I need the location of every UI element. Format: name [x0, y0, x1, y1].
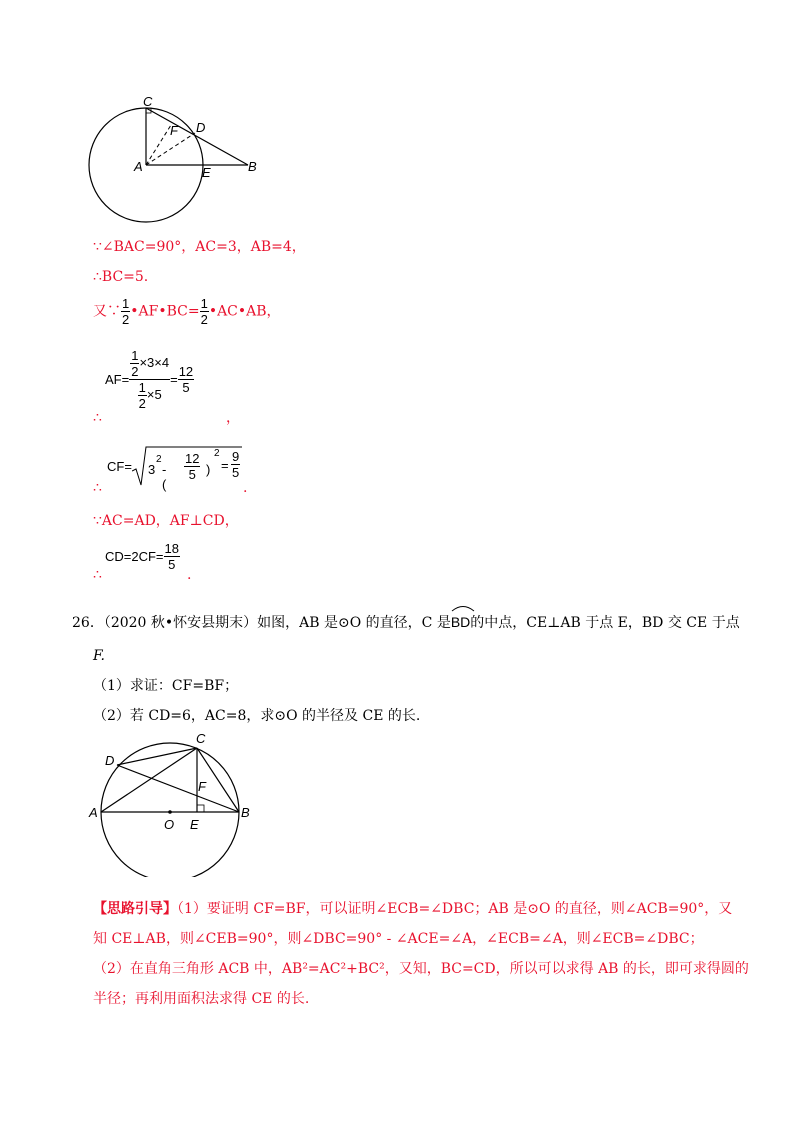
therefore-1: ∴ [93, 410, 102, 426]
fig2-label-o: O [164, 817, 175, 832]
fig2-label-b: B [241, 805, 250, 820]
fig1-label-f: F [170, 123, 178, 138]
therefore-3: ∴ [93, 567, 102, 583]
hint-tag: 【思路引导】 [93, 901, 177, 917]
fig2-label-c: C [196, 731, 206, 746]
fig2-label-e: E [190, 817, 199, 832]
half-frac-2: $\frac{1}{2}$ [200, 296, 208, 327]
cf-dot: . [243, 480, 248, 496]
fig1-label-c: C [143, 95, 153, 109]
sol-line-1: ∵∠BAC=90°，AC=3，AB=4， [93, 239, 306, 255]
hint-line-3: （2）在直角三角形 ACB 中，AB²=AC²+BC²，又知，BC=CD，所以可以求得 AB 的长，即可求得圆的 [93, 961, 749, 977]
figure-1 [88, 95, 268, 225]
sol-line-6: ∵AC=AD，AF⊥CD， [93, 513, 239, 529]
sol-l3-prefix: 又∵ [93, 303, 121, 320]
cd-formula: CD=2CF= $\frac{18}{5}$ [105, 541, 179, 572]
hint-line-2: 知 CE⊥AB，则∠CEB=90°，则∠DBC=90° - ∠ACE=∠A，∠ECB=∠A，则∠ECB=∠DBC； [93, 931, 704, 947]
therefore-2: ∴ [93, 480, 102, 496]
half-frac-1: $\frac{1}{2}$ [122, 296, 130, 327]
fig1-label-a: A [134, 159, 143, 174]
q26-line-2: F. [93, 648, 105, 664]
hint-line-4: 半径；再利用面积法求得 CE 的长. [93, 991, 310, 1007]
af-comma: ， [226, 410, 240, 426]
q26-part-2: （2）若 CD=6，AC=8，求⊙O 的半径及 CE 的长. [93, 708, 421, 724]
fig1-label-b: B [248, 159, 257, 174]
figure-2 [84, 727, 264, 877]
sol-line-2: ∴BC=5. [93, 269, 149, 285]
q26-line-1: 26．（2020 秋•怀安县期末）如图，AB 是⊙O 的直径，C 是 BD的中点，CE⊥AB 于点 E，BD 交 CE 于点 [72, 608, 740, 633]
sol-l3-mid: •AF•BC= [130, 303, 200, 320]
fig2-label-a: A [89, 805, 98, 820]
fig2-label-d: D [105, 753, 115, 768]
sol-l3-end: •AC•AB， [208, 303, 281, 320]
fig1-label-e: E [202, 165, 211, 180]
fig1-label-d: D [196, 120, 206, 135]
hint-line-1: 【思路引导】（1）要证明 CF=BF，可以证明∠ECB=∠DBC；AB 是⊙O 的直径，则∠ACB=90°，又 [93, 901, 733, 917]
arc-bd: BD [451, 608, 470, 632]
af-formula: AF= $\frac{1}{2}$ ×3×4 $\frac{1}{2}$ ×5 = $\frac{12}{5}$ [105, 348, 194, 411]
sol-line-3 [93, 296, 281, 327]
cd-dot: . [187, 567, 192, 583]
q26-part-1: （1）求证：CF=BF； [93, 678, 239, 694]
fig2-label-f: F [198, 779, 206, 794]
